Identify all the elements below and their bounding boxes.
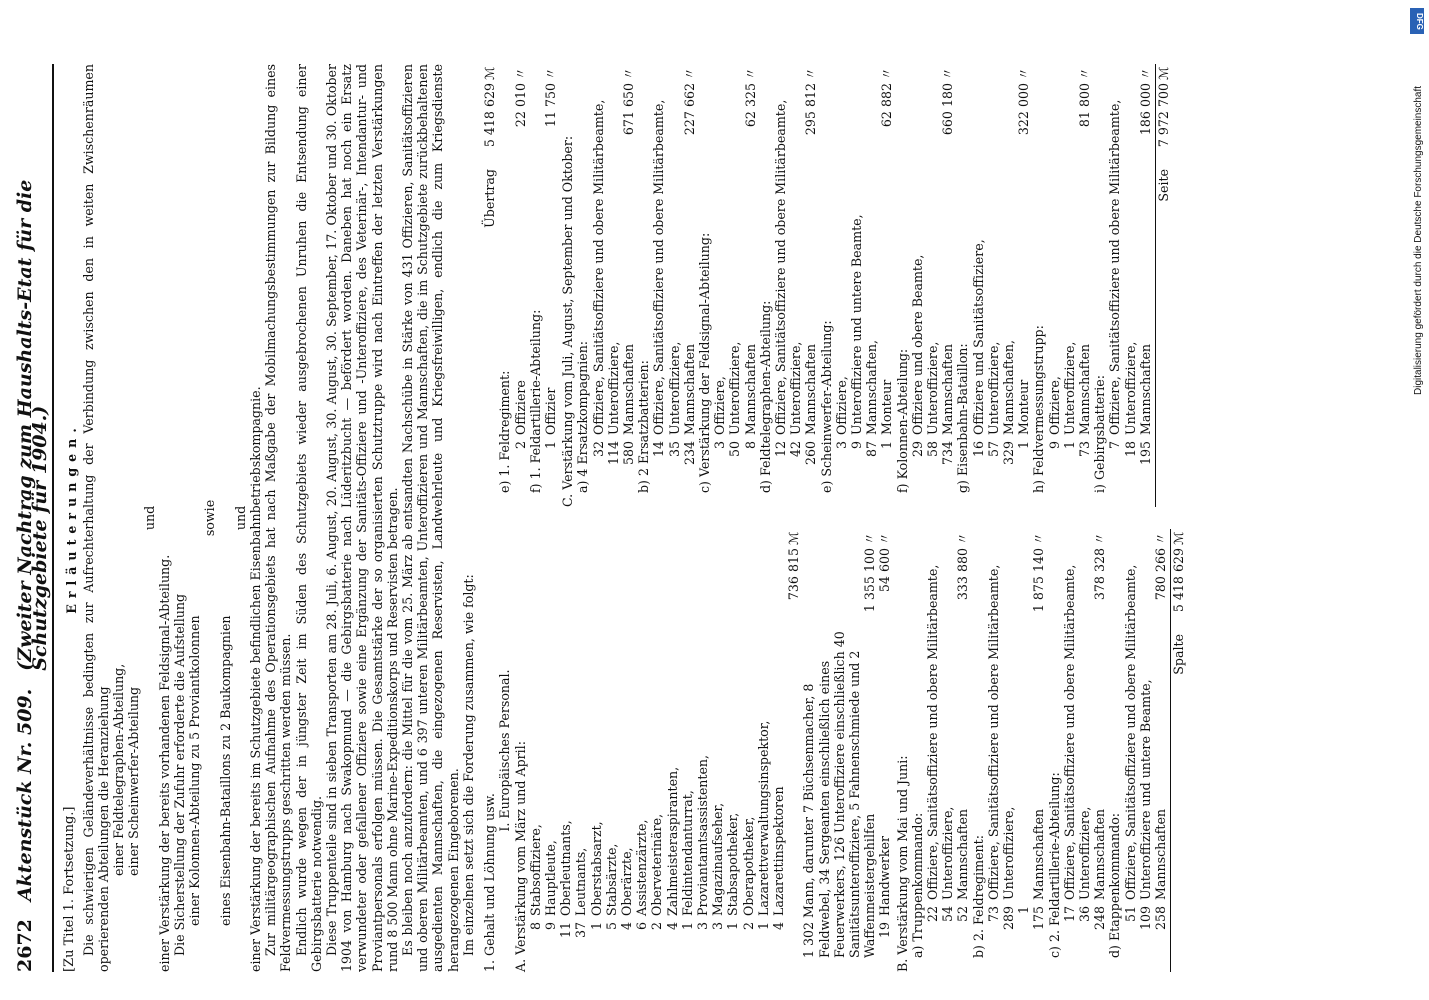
count: 260 [803,441,819,466]
personnel-label: Unteroffiziere, [1061,341,1077,435]
count: 57 [985,441,1001,458]
personnel-label: Offiziere, Sanitätsoffiziere und obere Militärbeamte, [985,564,1001,900]
personnel-entry [710,529,725,958]
personnel-label: Offiziere, Sanitätsoffiziere und obere Militärbeamte, [1061,564,1077,900]
count: 22 [924,906,940,923]
personnel-label: Offiziere, [712,376,728,435]
total-amount: 7 972 700 [1156,83,1172,148]
count: 248 [1092,906,1108,931]
personnel-label: Mannschaften [955,808,971,900]
ditto-mark: 〃 [940,67,956,80]
group-title: g) Eisenbahn-Bataillon: [955,343,971,493]
count: 1 [1061,441,1077,450]
ditto-mark: 〃 [542,67,558,80]
ditto-mark: 〃 [862,532,878,545]
amount: 322 000 [1016,83,1032,136]
count: 4 [770,922,786,931]
personnel-entry [680,529,695,958]
personnel-label: Oberapotheker, [740,816,756,916]
personnel-entry [634,529,649,958]
count: 32 [590,441,606,458]
count: 19 [877,922,893,939]
personnel-entry [649,529,664,958]
right-column [482,64,1186,507]
count: 16 [970,441,986,458]
section-heading: Erläuterungen. [63,422,79,614]
currency-mark: ℳ [786,531,802,545]
group-title: e) 1. Feldregiment: [497,370,513,493]
personnel-label: Lazarettverwaltungsinspektor, [755,720,771,916]
personnel-label: Offiziere, [1046,376,1062,435]
amount-row [803,64,818,507]
ditto-mark: 〃 [1016,67,1032,80]
count: 42 [788,441,804,458]
ditto-mark: 〃 [1137,67,1153,80]
group-title: a) Truppenkommando: [909,812,925,958]
personnel-label: Unteroffiziere, [985,341,1001,435]
amount-row [1153,529,1168,972]
count: 6 [634,922,650,931]
group-title: i) Gebirgsbatterie: [1092,375,1108,493]
count: 8 [527,922,543,931]
count: 12 [772,441,788,458]
personnel-label: Mannschaften [1153,808,1169,900]
personnel-label: Unteroffiziere, [605,341,621,435]
count: 114 [605,441,621,466]
group-title: e) Scheinwerfer-Abteilung: [818,320,834,493]
group-title: h) Feldvermessungstrupp: [1031,325,1047,493]
count: 9 [848,441,864,450]
amount: 186 000 [1137,83,1153,136]
subsection-title: I. Europäisches Personal. [497,669,513,832]
group-title: b) 2. Feldregiment: [970,835,986,958]
personnel-label: Handwerker [877,835,893,916]
currency-mark: ℳ [1156,66,1172,80]
group-title: b) 2 Ersatzbatterien: [636,360,652,493]
count: 9 [1046,441,1062,450]
count: 1 175 [1016,906,1047,931]
group-title: c) Verstärkung der Feldsignal-Abteilung: [696,232,712,493]
personnel-label: Mannschaften [742,343,758,435]
count: 29 [909,441,925,458]
amount: 62 325 [742,83,758,128]
personnel-entry [712,64,727,507]
personnel-label: Unteroffiziere, [1077,806,1093,900]
personnel-label: Mannschaften [1077,343,1093,435]
ditto-mark: 〃 [620,67,636,80]
personnel-entry [665,529,680,958]
personnel-label: Magazinaufseher, [710,802,726,916]
personnel-entry [1062,64,1077,507]
count: 73 [1077,441,1093,458]
personnel-entry [667,64,682,507]
personnel-entry [1001,64,1016,507]
amount: 1 875 140 [1031,548,1047,613]
personnel-label: Offiziere und obere Beamte, [909,254,925,435]
count: 3 [833,441,849,450]
personnel-entry [604,529,619,958]
count: 329 [1001,441,1016,466]
count: 1 [879,441,895,450]
personnel-entry [695,529,710,958]
count: 18 [1122,441,1138,458]
count: 35 [666,441,682,458]
carry-amount: 5 418 629 [482,83,498,148]
document-page [0,40,1395,1000]
personnel-label: Unteroffiziere, [1001,806,1016,900]
personnel-label: Feldintendanturrat, [679,790,695,916]
amount: 62 882 [879,83,895,128]
currency-mark: ℳ [482,66,498,80]
group-title: d) Etappenkommando: [1107,812,1123,958]
paragraph: Im einzelnen setzt sich die Forderung zusammen, wie folgt: [460,574,476,956]
amount-row [877,529,892,972]
count: 234 [681,441,697,466]
paragraph: Endlich wurde wegen der in jüngster Zeit im Süden des Schutzgebiets wieder ausgebrochenen Unruhen die Entsendung einer Gebirgsbatterie notwendig. [293,64,324,972]
personnel-label: Proviantamtsassistenten, [694,754,710,916]
count: 58 [924,441,940,458]
amount-row [743,64,758,507]
list-line: einer Verstärkung der bereits vorhandenen Feldsignal-Abteilung. [156,554,172,972]
personnel-label: Offiziere, Sanitätsoffiziere und obere Militärbeamte, [1122,564,1138,900]
personnel-entry [771,529,786,958]
personnel-label: Leutnants, [573,847,589,916]
personnel-label: Offiziere und Sanitätsoffiziere, [970,239,986,435]
ditto-mark: 〃 [879,67,895,80]
list-line: und [141,505,157,531]
personnel-entry [1107,64,1122,507]
left-column [482,529,1186,972]
personnel-label: Mannschaften [1092,808,1108,900]
personnel-label: Offiziere, Sanitätsoffiziere und obere Militärbeamte, [772,99,788,435]
count: 37 [573,922,589,939]
list-line: einer Feldtelegraphen-Abteilung, [111,663,127,876]
personnel-label: Assistenzärzte, [634,819,650,916]
personnel-entry [528,529,543,958]
personnel-text: 1 302 Mann, darunter 7 Büchsenmacher, 8 Feldwebel, 34 Sergeanten einschließlich eines Feuerwerkers, 126 Unteroffiziere einschließlich 40 Sanitätsunteroffiziere, 5 Fahnenschmiede und 2 Waffenmeistergehilfen [801,631,878,958]
count: 4 [664,922,680,931]
group-list [575,64,1153,507]
document-subtitle: (Zweiter Nachtrag zum Haushalts-Etat für die Schutzgebiete für 1904.) [14,179,52,671]
ditto-mark: 〃 [1153,532,1169,545]
paragraph: Es bleiben noch anzufordern: die Mittel für die vom 25. März ab entsandten Nachschübe in Stärke von 431 Offizieren, Sanitätsoffizieren und oberen Militärbeamten, und 6 397 unteren Militärbeamten, Unteroffizieren und Mannschaften, die im Schutzgebiete zurückbehaltenen ausgedienten Mannschaften, die eingezogenen Reservisten, Landwehrleute und Kriegsfreiwilligen, endlich die zum Kriegsdienste herangezogenen Eingeborenen. [400,64,461,972]
personnel-entry [741,529,756,958]
personnel-label: Mannschaften, [1001,339,1016,435]
personnel-label: Unteroffiziere, [1122,341,1138,435]
subsection-title: C. Verstärkung vom Juli, August, September und Oktober: [560,135,576,507]
amount: 11 750 [542,83,558,128]
count: 36 [1077,906,1093,923]
personnel-label: Mannschaften [681,343,697,435]
personnel-entry [543,529,558,958]
list-line: einer Verstärkung der bereits im Schutzgebiete befindlichen Eisenbahnbetriebskompagnie. [248,386,264,972]
personnel-label: Oberärzte, [618,847,634,916]
amount: 378 328 [1092,548,1108,601]
personnel-label: Stabsoffiziere, [527,824,543,916]
personnel-label: Hauptleute, [542,840,558,916]
ditto-mark: 〃 [1092,532,1108,545]
carry-label: Übertrag [482,169,498,228]
dfg-logo: DFG [1410,8,1424,34]
personnel-entry [727,64,742,507]
list-line: einer Scheinwerfer-Abteilung [126,686,142,876]
amount-row [879,64,894,507]
count: 54 [940,906,956,923]
personnel-label: Offiziere, Sanitätsoffiziere und obere Militärbeamte, [924,564,940,900]
personnel-label: Mannschaften, [864,339,880,435]
personnel-label: Offiziere, Sanitätsoffiziere und obere Militärbeamte, [1107,99,1123,435]
personnel-label: Offiziere, Sanitätsoffiziere und obere Militärbeamte, [590,99,606,435]
personnel-entry [651,64,666,507]
personnel-label: Unteroffiziere, [924,341,940,435]
count: 14 [651,441,667,458]
ditto-mark: 〃 [1031,532,1047,545]
count: 1 [679,922,695,931]
page-number: 2672 [14,919,36,972]
count: 2 [740,922,756,931]
group-title: f) 1. Feldartillerie-Abteilung: [527,309,543,493]
paragraph: Die schwierigen Geländeverhältnisse bedingten zur Aufrechterhaltung der Verbindung zwischen den in weiten Zwischenräumen operierenden Abteilungen die Heranziehung [80,64,112,972]
document-number: Aktenstück Nr. 509. [14,688,36,902]
count: 4 [618,922,634,931]
list-line: sowie [202,499,218,537]
amount: 54 600 [877,548,893,593]
count: 3 [710,922,726,931]
personnel-label: Monteur [879,379,895,435]
subsection-title: B. Verstärkung vom Mai und Juni: [894,755,910,972]
personnel-label: Unteroffiziere und untere Beamte, [848,214,864,435]
count: 1 [755,922,771,931]
personnel-label: Unteroffiziere und untere Beamte, [1137,679,1153,900]
ditto-mark: 〃 [512,67,528,80]
personnel-label: Stabsärzte, [603,843,619,916]
group-title: a) 4 Ersatzkompagnien: [575,340,591,493]
amount-row [513,64,528,507]
amount-row [1138,64,1153,507]
personnel-entry [619,529,634,958]
amount-row [543,64,558,507]
group-title: d) Feldtelegraphen-Abteilung: [757,300,773,493]
count: 1 [725,922,741,931]
personnel-entry [1047,64,1062,507]
personnel-entry [1123,64,1138,507]
paragraph: Diese Truppenteile sind in sieben Transporten am 28. Juli, 6. August, 20. August, 30. August, 30. September, 17. Oktober und 30. Oktober 1904 von Hamburg nach Swakopmund — die Gebirgsbatterie nach Lüderitzbucht — befördert worden. Daneben hat noch ein Ersatz verwundeter oder gefallener Offiziere sowie eine Ergänzung der Sanitäts-Offiziere und -Unteroffiziere, des Veterinär-, Intendantur- und Proviantpersonals erfolgen müssen. Die Gesamtstärke der so organisierten Schutztruppe wird nach Eintreffen der letzten Verstärkungen rund 8 500 Mann ohne Marine-Expeditionskorps und Reservisten betragen. [324,64,400,972]
personnel-label: Offiziere, [833,376,849,435]
count: 580 [620,441,636,466]
personnel-label: Offiziere [512,380,528,435]
paragraph: Die Sicherstellung der Zufuhr erforderte die Aufstellung [172,593,188,956]
group-title: f) Kolonnen-Abteilung: [894,348,910,493]
list-line: und [232,505,248,531]
amount-row [801,529,877,972]
amount: 333 880 [955,548,971,601]
count: 195 [1137,441,1153,466]
personnel-label: Unteroffiziere, [788,341,804,435]
personnel-label: Zahlmeisteraspiranten, [664,766,680,916]
personnel-entry [834,64,849,507]
personnel-entry [925,64,940,507]
amount: 295 812 [803,83,819,136]
ditto-mark: 〃 [681,67,697,80]
personnel-label: Offizier [542,387,558,435]
count: 73 [985,906,1001,923]
personnel-label: Oberstabsarzt, [588,821,604,916]
amount: 1 355 100 [862,548,878,613]
personnel-entry [606,64,621,507]
amount: 81 800 [1077,83,1093,128]
personnel-label: Unteroffiziere, [940,806,956,900]
count: 1 [1016,441,1032,450]
personnel-label: Mannschaften [1031,808,1047,900]
personnel-entry [591,64,606,507]
personnel-entry [573,529,588,958]
page-total [1155,64,1171,507]
list-line: einer Kolonnen-Abteilung zu 5 Proviantkolonnen [187,615,203,926]
list-line: eines Eisenbahn-Bataillons zu 2 Baukompagnien [217,615,233,926]
page-header [14,64,54,972]
count: 3 [712,441,728,450]
total-amount: 5 418 629 [1171,548,1187,613]
subsection-title: A. Verstärkung vom März und April: [512,741,528,972]
personnel-label: Mannschaften [1137,343,1153,435]
count: 3 [694,922,710,931]
count: 289 [1001,906,1016,931]
personnel-entry [971,64,986,507]
personnel-entry [788,64,803,507]
amount: 780 266 [1153,548,1169,601]
amount-row [786,529,801,972]
personnel-entry [756,529,771,958]
dfg-credit: Digitalisierung gefördert durch die Deutsche Forschungsgemeinschaft [1413,85,1424,395]
count: 87 [864,441,880,458]
personnel-entry [773,64,788,507]
paragraph: Zur militärgeographischen Aufnahme des Operationsgebiets hat nach Maßgabe der Mobilmachungsbestimmungen zur Bildung eines Feldvermessungstrupps geschritten werden müssen. [263,64,294,972]
count: 9 [542,922,558,931]
personnel-entry [849,64,864,507]
count: 109 [1137,906,1153,931]
count: 1 [588,922,604,931]
personnel-entry [589,529,604,958]
amount-row [1092,529,1107,972]
personnel-entry [986,64,1001,507]
count: 2 [512,441,528,450]
amount-row [1077,64,1092,507]
amount-row [940,64,955,507]
budget-columns [482,64,1186,972]
total-label: Seite [1156,169,1172,202]
continuation-note: [Zu Titel 1. Fortsetzung.] [62,806,78,972]
count: 7 [1107,441,1123,450]
count: 5 [603,922,619,931]
personnel-label: Mannschaften [620,343,636,435]
section-title: 1. Gehalt und Löhnung usw. [482,793,498,972]
ditto-mark: 〃 [742,67,758,80]
count: 50 [727,441,743,458]
ditto-mark: 〃 [1077,67,1093,80]
carry-over-row [482,64,497,507]
personnel-label: Lazarettinspektoren [770,786,786,916]
amount: 22 010 [512,83,528,128]
total-label: Spalte [1171,634,1187,675]
ditto-mark: 〃 [955,532,971,545]
personnel-entry [558,529,573,958]
personnel-entry [910,64,925,507]
count: 11 [558,922,574,939]
personnel-label: Offiziere, Sanitätsoffiziere und obere Militärbeamte, [651,99,667,435]
personnel-label: Mannschaften [940,343,956,435]
amount-row [1016,529,1046,972]
amount: 227 662 [681,83,697,136]
group-title: c) 2. Feldartillerie-Abteilung: [1046,772,1062,958]
amount-row [955,529,970,972]
count: 52 [955,906,971,923]
amount: 736 815 [786,548,802,601]
column-total [1170,529,1186,972]
personnel-entry [864,64,879,507]
count: 734 [940,441,956,466]
count: 1 [542,441,558,450]
count: 51 [1122,906,1138,923]
personnel-label: Monteur [1016,379,1032,435]
currency-mark: ℳ [1171,531,1187,545]
personnel-label: Unteroffiziere, [666,341,682,435]
personnel-label: Stabsapotheker, [725,812,741,916]
ditto-mark: 〃 [803,67,819,80]
amount-row [682,64,697,507]
personnel-list [528,529,786,972]
ditto-mark: 〃 [877,532,893,545]
amount: 660 180 [940,83,956,136]
amount: 671 650 [620,83,636,136]
count: 2 [649,922,665,931]
amount-row [621,64,636,507]
count: 17 [1061,906,1077,923]
personnel-entry [725,529,740,958]
personnel-label: Mannschaften [803,343,819,435]
personnel-label: Oberleutnants, [558,820,574,916]
personnel-label: Oberveterinäre, [649,813,665,916]
count: 8 [742,441,758,450]
personnel-label: Unteroffiziere, [727,341,743,435]
amount-row [1016,64,1031,507]
count: 258 [1153,906,1169,931]
